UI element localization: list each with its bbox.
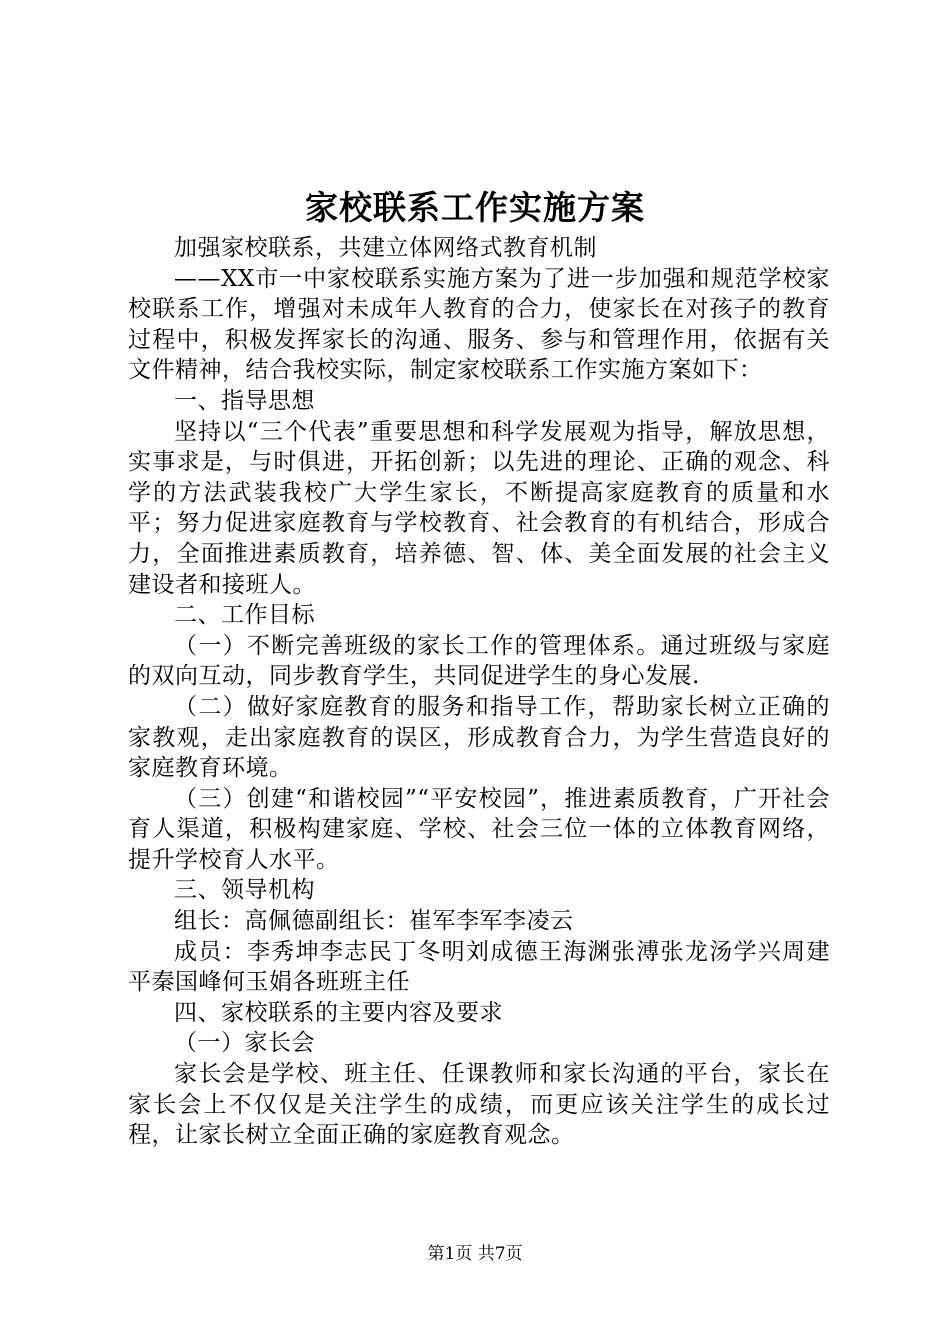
heading-work-goals: 二、工作目标 bbox=[174, 602, 315, 629]
heading-main-content: 四、家校联系的主要内容及要求 bbox=[174, 999, 503, 1026]
document-body bbox=[128, 233, 830, 1151]
document-title: 家校联系工作实施方案 bbox=[305, 188, 645, 227]
heading-parent-meeting: （一）家长会 bbox=[174, 1030, 315, 1057]
heading-leadership: 三、领导机构 bbox=[174, 877, 315, 904]
paragraph-goal-1: （一）不断完善班级的家长工作的管理体系。通过班级与家庭的双向互动，同步教育学生，共同促进学生的身心发展. bbox=[128, 632, 830, 690]
heading-guiding-ideology: 一、指导思想 bbox=[174, 387, 315, 414]
paragraph-goal-3: （三）创建“和谐校园”“平安校园”，推进素质教育，广开社会育人渠道，积极构建家庭、学校、社会三位一体的立体教育网络，提升学校育人水平。 bbox=[128, 785, 830, 873]
paragraph-guiding-ideology: 坚持以“三个代表”重要思想和科学发展观为指导，解放思想，实事求是，与时俱进，开拓创新；以先进的理论、正确的观念、科学的方法武装我校广大学生家长，不断提高家庭教育的质量和水平；努力促进家庭教育与学校教育、社会教育的有机结合，形成合力，全面推进素质教育，培养德、智、体、美全面发展的社会主义建设者和接班人。 bbox=[128, 418, 830, 598]
paragraph-subtitle: 加强家校联系，共建立体网络式教育机制 bbox=[174, 235, 597, 261]
paragraph-parent-meeting: 家长会是学校、班主任、任课教师和家长沟通的平台，家长在家长会上不仅仅是关注学生的成绩，而更应该关注学生的成长过程，让家长树立全面正确的家庭教育观念。 bbox=[128, 1061, 830, 1149]
paragraph-intro: ——XX市一中家校联系实施方案为了进一步加强和规范学校家校联系工作，增强对未成年人教育的合力，使家长在对孩子的教育过程中，积极发挥家长的沟通、服务、参与和管理作用，依据有关文件精神，结合我校实际，制定家校联系工作实施方案如下： bbox=[128, 265, 830, 384]
paragraph-leaders: 组长：高佩德副组长：崔军李军李凌云 bbox=[174, 908, 574, 935]
page-footer: 第1页 共7页 bbox=[427, 1244, 523, 1264]
paragraph-goal-2: （二）做好家庭教育的服务和指导工作，帮助家长树立正确的家教观，走出家庭教育的误区，形成教育合力，为学生营造良好的家庭教育环境。 bbox=[128, 693, 830, 782]
paragraph-members: 成员：李秀坤李志民丁冬明刘成德王海渊张溥张龙汤学兴周建平秦国峰何玉娟各班班主任 bbox=[128, 938, 830, 996]
